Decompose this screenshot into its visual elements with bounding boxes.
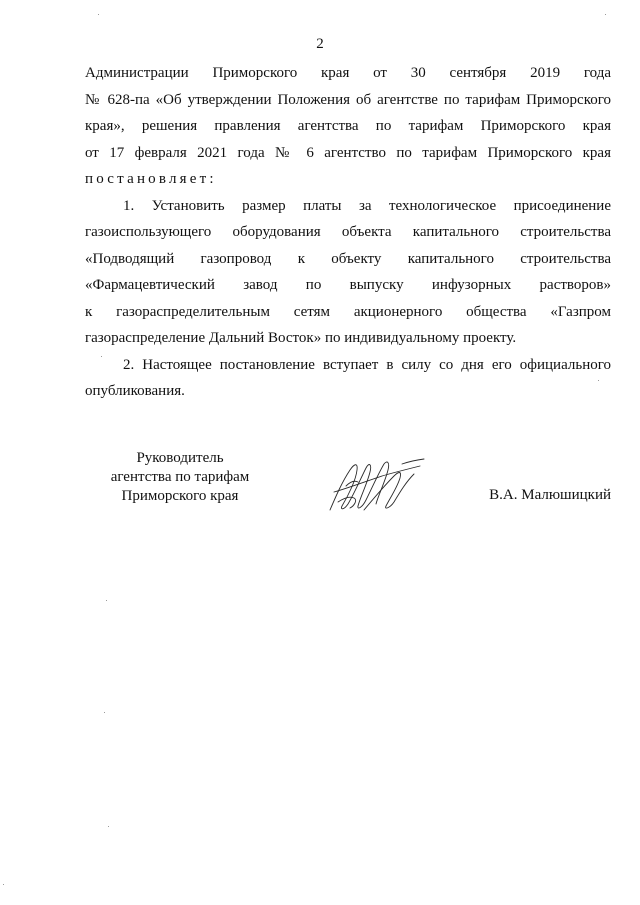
preamble-line: № 628-па «Об утверждении Положения об агентстве по тарифам Приморского <box>85 91 611 108</box>
signatory-position-line: Приморского края <box>121 488 239 504</box>
signatory-position-line: Руководитель <box>136 450 224 466</box>
item-1-line: газораспределение Дальний Восток» по индивидуальному проекту. <box>85 330 517 346</box>
scan-speck <box>101 356 102 357</box>
document-body <box>85 60 611 405</box>
item-1-line: к газораспределительным сетям акционерного общества «Газпром <box>85 303 611 320</box>
item-1-line: газоиспользующего оборудования объекта капитального строительства <box>85 224 611 240</box>
item-2-paragraph <box>85 352 611 405</box>
preamble-line: от 17 февраля 2021 года № 6 агентство по тарифам Приморского края <box>85 144 611 161</box>
scan-speck <box>598 380 599 381</box>
item-1-line: 1. Установить размер платы за технологическое присоединение <box>123 197 611 214</box>
scan-speck <box>605 14 606 15</box>
signatory-position-line: агентства по тарифам <box>110 469 250 485</box>
scan-speck <box>104 712 105 713</box>
item-1-paragraph <box>85 193 611 352</box>
scan-speck <box>106 600 107 601</box>
scan-speck <box>108 826 109 827</box>
preamble-paragraph <box>85 60 611 193</box>
scan-speck <box>98 14 99 15</box>
handwritten-signature-icon <box>324 452 428 518</box>
signatory-name: В.А. Малюшицкий <box>489 487 611 503</box>
preamble-line: края», решения правления агентства по тарифам Приморского края <box>85 118 611 134</box>
signatory-position <box>100 449 260 506</box>
item-1-line: «Фармацевтический завод по выпуску инфузорных растворов» <box>85 277 611 293</box>
item-2-line: опубликования. <box>85 383 185 399</box>
preamble-line: Администрации Приморского края от 30 сентября 2019 года <box>85 65 611 81</box>
resolves-word: постановляет: <box>85 171 217 187</box>
scan-speck <box>3 884 4 885</box>
item-1-line: «Подводящий газопровод к объекту капитального строительства <box>85 250 611 267</box>
item-2-line: 2. Настоящее постановление вступает в силу со дня его официального <box>123 356 611 373</box>
page-number: 2 <box>316 36 324 52</box>
